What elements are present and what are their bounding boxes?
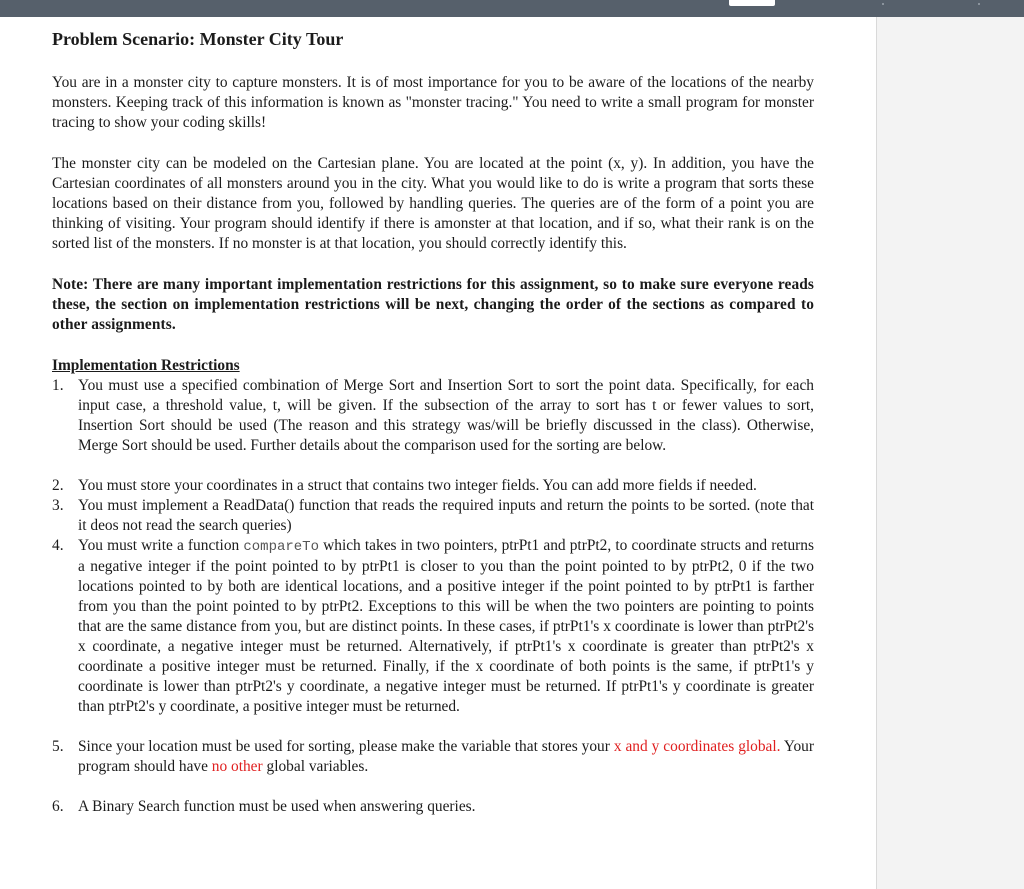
highlight-global-coords: x and y coordinates global.	[613, 738, 781, 755]
list-item	[52, 476, 814, 496]
document-title: Problem Scenario: Monster City Tour	[52, 29, 344, 49]
list-item-text: You must store your coordinates in a struct that contains two integer fields. You can add more fields if needed.	[78, 477, 757, 494]
list-item	[52, 797, 814, 817]
intro-paragraph: You are in a monster city to capture monsters. It is of most importance for you to be aware of the locations of the nearby monsters. Keeping track of this information is known as "monster tracing." You need to write a small program for monster tracing to show your coding skills!	[52, 74, 814, 131]
restrictions-list	[52, 376, 814, 817]
list-item-text: Since your location must be used for sorting, please make the variable that stores your x and y coordinates global. Your program should have no other global variables.	[78, 738, 814, 775]
list-item-text: You must implement a ReadData() function that reads the required inputs and return the points to be sorted. (note that it deos not read the search queries)	[78, 497, 814, 534]
list-item-text: You must write a function compareTo which takes in two pointers, ptrPt1 and ptrPt2, to coordinate structs and returns a negative integer if the point pointed to by ptrPt1 is closer to you than the point pointed to by ptrPt2, 0 if the two locations pointed to by both are identical locations, and a positive integer if the point pointed to by ptrPt1 is farther from you than the point pointed to by ptrPt2. Exceptions to this will be when the two pointers are pointing to points that are the same distance from you, but are distinct points. In these cases, if ptrPt1's x coordinate is lower than ptrPt2's x coordinate, a negative integer must be returned. Alternatively, if ptrPt1's x coordinate is greater than ptrPt2's x coordinate a positive integer must be returned. Finally, if the x coordinate of both points is the same, if ptrPt1's y coordinate is lower than ptrPt2's y coordinate, a negative integer must be returned. If ptrPt1's y coordinate is greater than ptrPt2's y coordinate, a positive integer must be returned.	[78, 537, 814, 715]
list-number: 2.	[52, 477, 64, 494]
scenario-paragraph: The monster city can be modeled on the Cartesian plane. You are located at the point (x, y). In addition, you have the Cartesian coordinates of all monsters around you in the city. What you would like to do is write a program that sorts these locations based on their distance from you, followed by handling queries. The queries are of the form of a point you are thinking of visiting. Your program should identify if there is amonster at that location, and if so, what their rank is on the sorted list of the monsters. If no monster is at that location, you should correctly identify this.	[52, 155, 814, 252]
document-body	[52, 28, 814, 817]
code-compareTo: compareTo	[243, 539, 319, 555]
section-heading: Implementation Restrictions	[52, 357, 240, 374]
highlight-no-other: no other	[211, 758, 263, 775]
list-number: 4.	[52, 537, 64, 554]
note-paragraph: Note: There are many important implementation restrictions for this assignment, so to make sure everyone reads these, the section on implementation restrictions will be next, changing the order of the sections as compared to other assignments.	[52, 276, 814, 333]
list-item-text: You must use a specified combination of Merge Sort and Insertion Sort to sort the point data. Specifically, for each input case, a threshold value, t, will be given. If the subsection of the array to sort has t or fewer values to sort, Insertion Sort should be used (The reason and this strategy was/will be briefly discussed in the class). Otherwise, Merge Sort should be used. Further details about the comparison used for the sorting are below.	[78, 377, 814, 454]
list-number: 6.	[52, 798, 64, 815]
list-number: 1.	[52, 377, 64, 394]
list-number: 5.	[52, 738, 64, 755]
side-panel	[876, 17, 1024, 889]
toolbar-dot	[882, 3, 884, 5]
list-number: 3.	[52, 497, 64, 514]
toolbar-dot	[978, 3, 980, 5]
toolbar-tab-indicator[interactable]	[729, 0, 775, 6]
list-item	[52, 536, 814, 717]
list-item-text: A Binary Search function must be used when answering queries.	[78, 798, 476, 815]
list-item	[52, 737, 814, 777]
top-toolbar	[0, 0, 1024, 17]
list-item	[52, 496, 814, 536]
list-item	[52, 376, 814, 456]
